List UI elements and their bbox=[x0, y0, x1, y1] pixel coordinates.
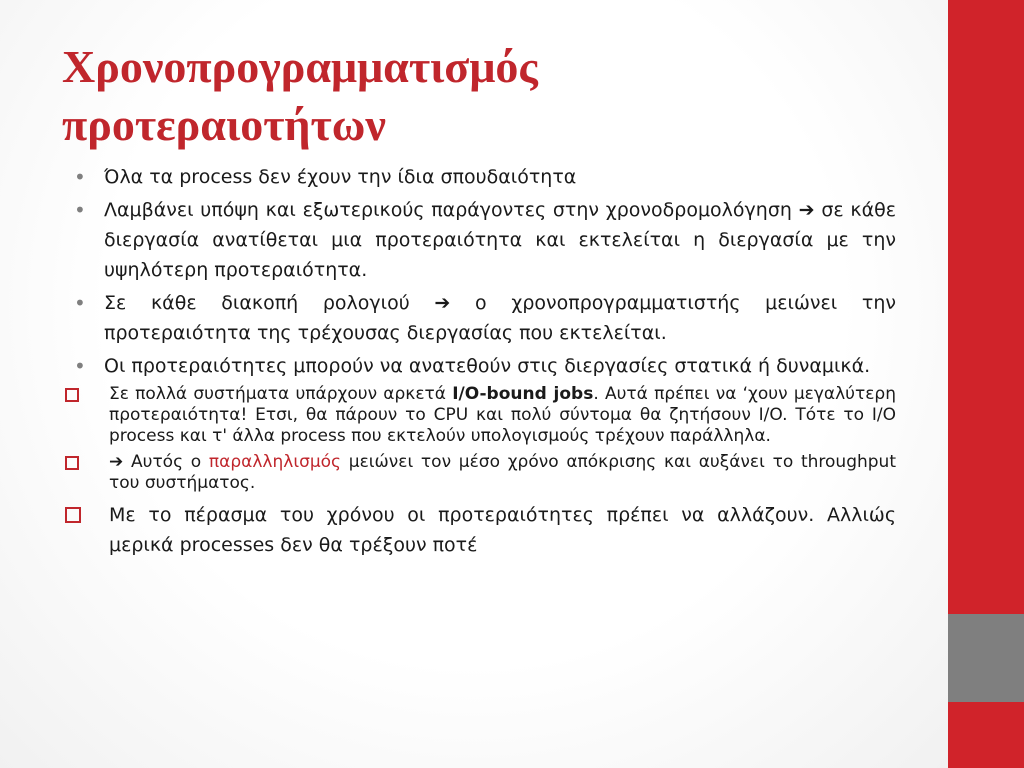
bullet-text: Όλα τα process δεν έχουν την ίδια σπουδαιότητα bbox=[104, 166, 577, 188]
highlighted-term: παραλληλισμός bbox=[208, 452, 342, 472]
slide-title bbox=[62, 38, 932, 154]
title-line-2: προτεραιοτήτων bbox=[62, 99, 386, 150]
box-text-part: μειώνει τον μέσο χρόνο απόκρισης και αυξάνει το throughput του συστήματος. bbox=[109, 452, 896, 493]
bullet-item bbox=[70, 162, 896, 192]
bullet-item bbox=[70, 288, 896, 348]
right-arrow-icon: ➔ bbox=[109, 452, 124, 472]
bullet-text-part: σε κάθε διεργασία ανατίθεται μια προτεραιότητα και εκτελείται η διεργασία με την υψηλότερη προτεραιότητα. bbox=[104, 199, 897, 281]
bullet-item bbox=[70, 351, 896, 381]
bullet-dot: • bbox=[74, 165, 86, 189]
bullet-item bbox=[70, 195, 896, 285]
bold-term: I/O-bound jobs bbox=[452, 384, 594, 404]
box-bullet-text bbox=[109, 452, 896, 494]
bullet-text-part: ο χρονοπρογραμματιστής μειώνει την προτεραιότητα της τρέχουσας διεργασίας που εκτελείται. bbox=[104, 292, 896, 344]
bullet-text-part: Λαμβάνει υπόψη και εξωτερικούς παράγοντες στην χρονοδρομολόγηση bbox=[104, 199, 792, 221]
bullet-text: Οι προτεραιότητες μπορούν να ανατεθούν στις διεργασίες στατικά ή δυναμικά. bbox=[104, 355, 871, 377]
box-bullet-item bbox=[70, 384, 896, 447]
bullet-text-part: Σε κάθε διακοπή ρολογιού bbox=[104, 292, 410, 314]
right-arrow-icon: ➔ bbox=[798, 199, 815, 221]
title-line-1: Χρονοπρογραμματισμός bbox=[62, 41, 538, 92]
bullet-dot: • bbox=[74, 291, 86, 315]
box-bullet-text: Με το πέρασμα του χρόνου οι προτεραιότητες πρέπει να αλλάζουν. Αλλιώς μερικά processes δεν θα τρέξουν ποτέ bbox=[109, 504, 896, 556]
square-bullet-icon bbox=[65, 500, 109, 523]
slide-content bbox=[70, 162, 896, 565]
box-bullet-item bbox=[70, 452, 896, 494]
bullet-dot: • bbox=[74, 198, 86, 222]
right-arrow-icon: ➔ bbox=[434, 292, 451, 314]
box-text-part: . Αυτά πρέπει να ‘χουν μεγαλύτερη προτεραιότητα! Ετσι, θα πάρουν το CPU και πολύ σύντομα θα ζητήσουν I/O. Τότε το I/O process και τ' άλλα process που εκτελούν υπολογισμούς τρέχουν παράλληλα. bbox=[109, 384, 896, 446]
bullet-text bbox=[104, 195, 896, 285]
box-text-part: Σε πολλά συστήματα υπάρχουν αρκετά bbox=[109, 384, 453, 404]
side-gray-block bbox=[948, 614, 1024, 702]
box-bullet-text bbox=[109, 384, 896, 447]
square-bullet-icon bbox=[65, 384, 109, 402]
square-bullet-icon bbox=[65, 452, 109, 470]
box-bullet-item bbox=[70, 500, 896, 560]
bullet-dot: • bbox=[74, 354, 86, 378]
box-text-part: Αυτός ο bbox=[130, 452, 209, 472]
bullet-text bbox=[104, 288, 896, 348]
